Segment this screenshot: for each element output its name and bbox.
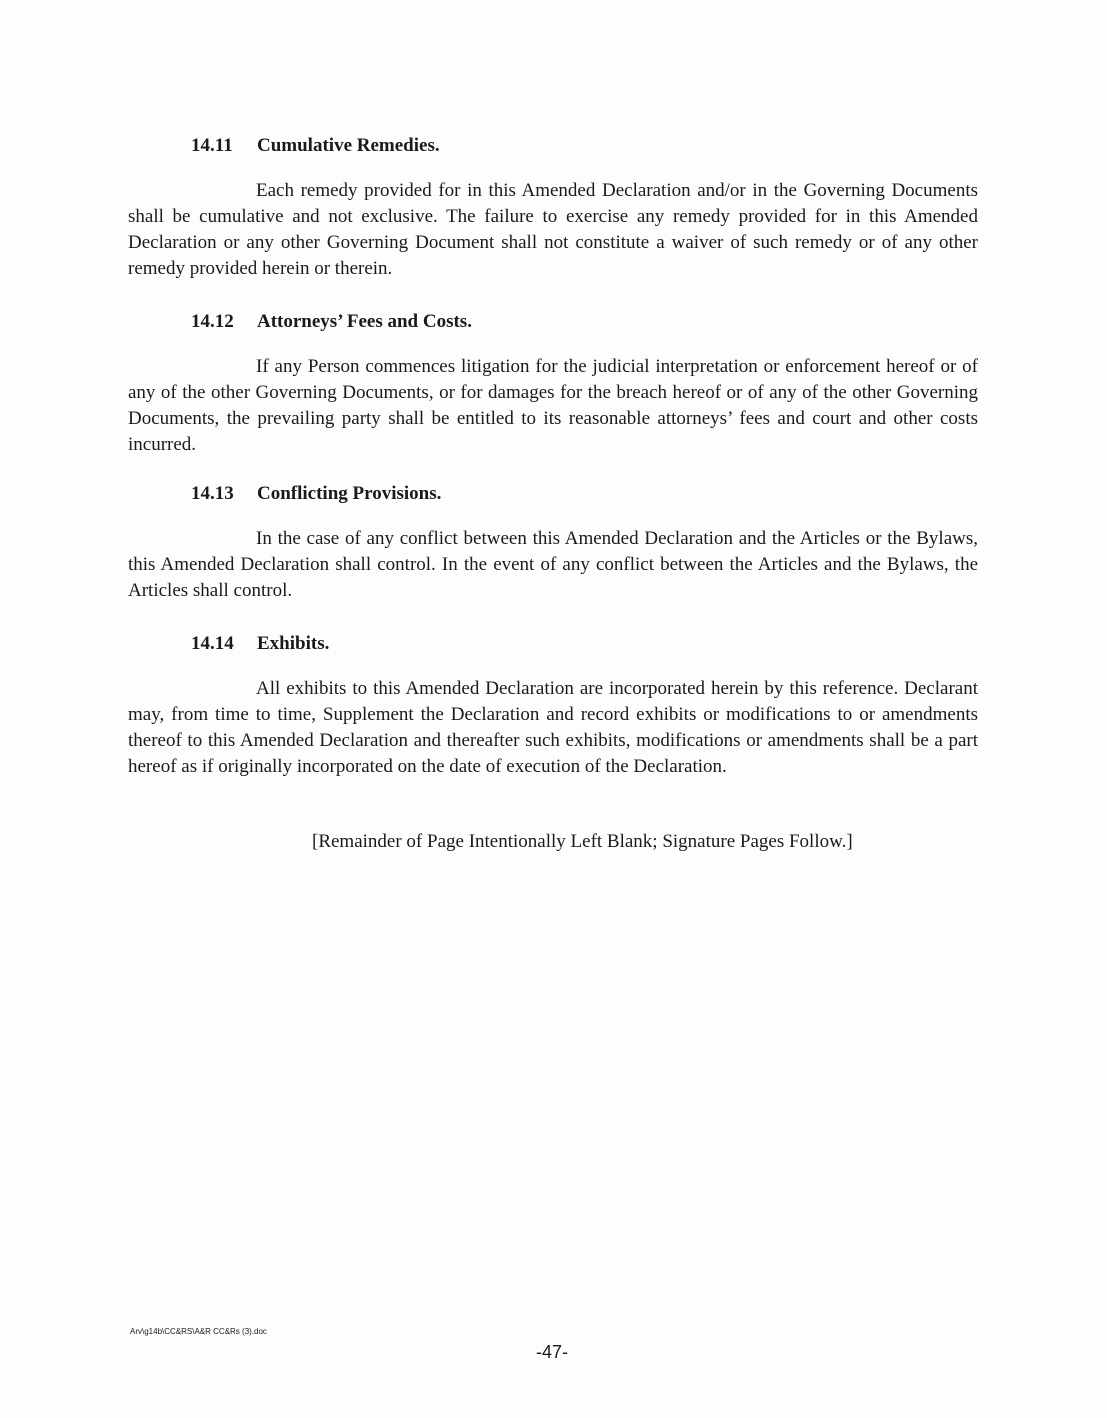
footer-file-path: Arv\g14b\CC&RS\A&R CC&Rs (3).doc xyxy=(130,1327,267,1336)
section-14-12 xyxy=(128,310,978,458)
section-14-13 xyxy=(128,482,978,604)
remainder-note: [Remainder of Page Intentionally Left Blank; Signature Pages Follow.] xyxy=(312,831,853,852)
section-heading xyxy=(191,310,978,334)
section-number: 14.12 xyxy=(191,311,234,332)
section-body: Each remedy provided for in this Amended Declaration and/or in the Governing Documents shall be cumulative and not exclusive. The failure to exercise any remedy provided for in this Amended Declaration or any other Governing Document shall not constitute a waiver of such remedy or of any other remedy provided herein or therein. xyxy=(128,180,978,279)
section-number: 14.13 xyxy=(191,483,234,504)
section-14-11 xyxy=(128,134,978,282)
section-number: 14.14 xyxy=(191,633,234,654)
section-body: In the case of any conflict between this Amended Declaration and the Articles or the Bylaws, this Amended Declaration shall control. In the event of any conflict between the Articles and the Bylaws, the Articles shall control. xyxy=(128,528,978,601)
page-number: -47- xyxy=(536,1342,569,1362)
section-title: Conflicting Provisions. xyxy=(257,483,442,504)
section-heading xyxy=(191,482,978,506)
section-heading xyxy=(191,134,978,158)
section-heading xyxy=(191,632,978,656)
section-body: If any Person commences litigation for the judicial interpretation or enforcement hereof or of any of the other Governing Documents, or for damages for the breach hereof or of any of the other Governing Documents, the prevailing party shall be entitled to its reasonable attorneys’ fees and court and other costs incurred. xyxy=(128,356,978,455)
section-title: Attorneys’ Fees and Costs. xyxy=(257,311,472,332)
section-title: Cumulative Remedies. xyxy=(257,135,440,156)
section-title: Exhibits. xyxy=(257,633,330,654)
section-number: 14.11 xyxy=(191,135,233,156)
section-body: All exhibits to this Amended Declaration are incorporated herein by this reference. Declarant may, from time to time, Supplement the Declaration and record exhibits or modifications to or amendments thereof to this Amended Declaration and thereafter such exhibits, modifications or amendments shall be a part hereof as if originally incorporated on the date of execution of the Declaration. xyxy=(128,678,978,777)
section-14-14 xyxy=(128,632,978,780)
